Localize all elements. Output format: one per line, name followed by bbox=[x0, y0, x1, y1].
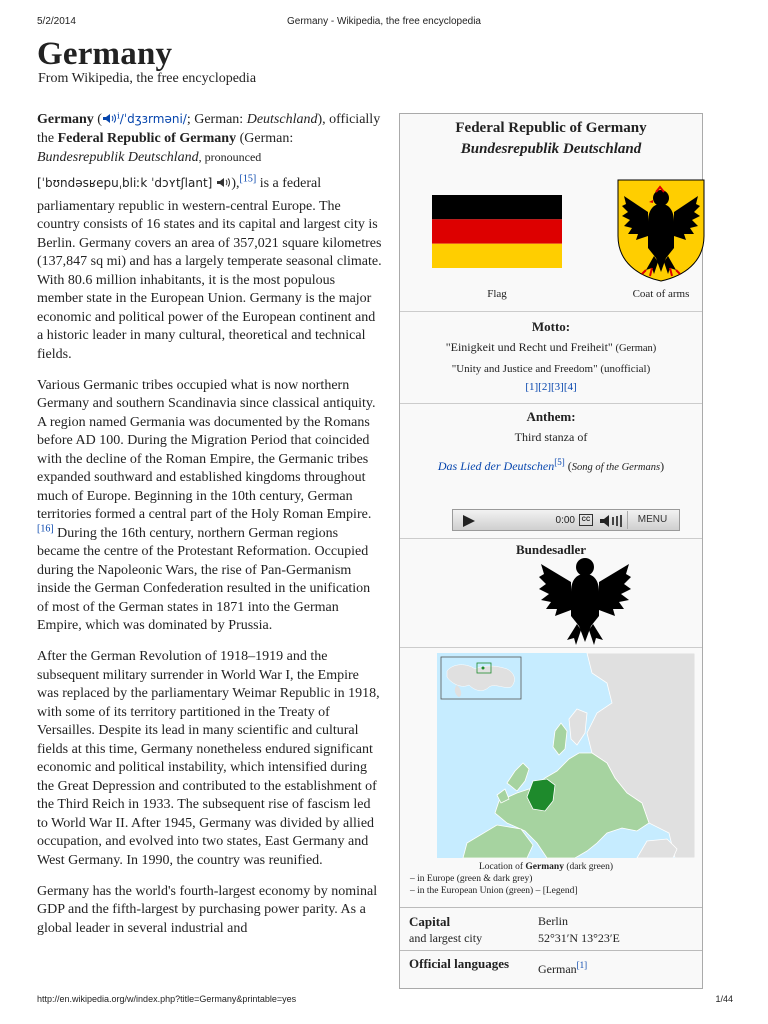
anthem-song-link[interactable]: Das Lied der Deutschen bbox=[437, 459, 555, 473]
location-caption-europe: – in Europe (green & dark grey) bbox=[410, 874, 533, 884]
print-title: Germany - Wikipedia, the free encyclopedia bbox=[287, 16, 481, 27]
location-caption-country: Germany bbox=[525, 862, 564, 872]
info-i-link[interactable]: ⁱ bbox=[116, 112, 120, 127]
flag-image[interactable] bbox=[432, 195, 562, 268]
audio-player[interactable] bbox=[452, 509, 680, 531]
bundesadler-label: Bundesadler bbox=[515, 542, 587, 557]
speaker-icon[interactable] bbox=[216, 177, 231, 188]
article-body bbox=[37, 110, 384, 951]
intro-text: ), officially the bbox=[37, 112, 381, 146]
reference-link[interactable]: [16] bbox=[37, 522, 54, 534]
capital-label: Capital bbox=[409, 914, 451, 929]
anthem-text: Third stanza of bbox=[514, 430, 588, 444]
motto-references[interactable]: [1][2][3][4] bbox=[525, 381, 577, 393]
capital-label-sub: and largest city bbox=[409, 931, 483, 945]
divider bbox=[400, 403, 702, 404]
divider bbox=[400, 311, 702, 312]
print-page-number: 1/44 bbox=[715, 994, 733, 1004]
reference-link[interactable]: [1] bbox=[576, 960, 588, 970]
pronounced-label: , pronounced bbox=[198, 150, 262, 164]
volume-icon[interactable] bbox=[599, 514, 625, 528]
closed-captions-button[interactable]: CC bbox=[579, 514, 593, 526]
infobox-title bbox=[400, 114, 702, 158]
official-languages-label: Official languages bbox=[409, 956, 510, 971]
print-url: http://en.wikipedia.org/w/index.php?title=Germany&printable=yes bbox=[37, 994, 297, 1004]
speaker-icon[interactable] bbox=[102, 113, 117, 124]
anthem-section: Anthem: Third stanza of Das Lied der Deutschen[5] (Song of the Germans) bbox=[400, 407, 702, 478]
location-caption bbox=[410, 861, 702, 897]
history-text: During the 16th century, northern German regions became the centre of the Protestant Reformation. Occupied during the Napoleonic Wars, the rise of Pan-Germanism inside the German Confederation resulted in the unification of most of the German states in 1871 into the German Empire, which was dominated by Prussia. bbox=[37, 525, 371, 633]
language-name[interactable]: German bbox=[538, 962, 577, 976]
coat-of-arms-image[interactable] bbox=[616, 178, 706, 282]
native-name: Deutschland bbox=[246, 112, 318, 127]
divider bbox=[400, 950, 702, 951]
native-official-name: Bundesrepublik Deutschland bbox=[37, 150, 199, 165]
player-menu-button[interactable]: MENU bbox=[627, 511, 677, 529]
modern-history-paragraph: After the German Revolution of 1918–1919 and the subsequent military surrender in World War I, the Empire was replaced by the parliamentary Weimar Republic in 1918, with some of its territory partitioned in the Treaty of Versailles. Despite its lead in many scientific and cultural fields at this time, Germany nonetheless endured significant economic and political instability, which intensified during the Great Depression and contributed to the establishment of the Third Reich in 1933. The subsequent rise of fascism led to World War II. After 1945, Germany was divided by allied occupation, and evolved into two states, East Germany and West Germany. In 1990, the country was reunified. bbox=[37, 649, 380, 868]
flag-caption: Flag bbox=[487, 288, 507, 300]
infobox bbox=[399, 113, 703, 989]
page-title: Germany bbox=[37, 36, 173, 72]
location-map[interactable] bbox=[437, 653, 695, 858]
motto-translation: "Unity and Justice and Freedom" (unofficial) bbox=[451, 363, 651, 375]
page-tagline: From Wikipedia, the free encyclopedia bbox=[38, 71, 257, 86]
divider bbox=[400, 647, 702, 648]
motto-language: (German) bbox=[612, 343, 657, 354]
motto-label: Motto: bbox=[531, 319, 571, 334]
intro-text: is a federal parliamentary republic in western-central Europe. The country consists of 16 states and its capital and largest city is Berlin. Germany covers an area of 357,021 square kilometres (137,847 sq mi) and has a largely temperate seasonal climate. With 80.6 million inhabitants, it is the most populous member state in the European Union. Germany is the major economic and political power of the European continent and a historic leader in many cultural, theoretical and technical fields. bbox=[37, 175, 382, 362]
intro-text: (German: bbox=[236, 130, 294, 146]
capital-coordinates[interactable]: 52°31′N 13°23′E bbox=[538, 931, 620, 945]
history-text: Various Germanic tribes occupied what is now northern Germany and southern Scandinavia since classical antiquity. A region named Germania was documented by the Romans before AD 100. During the Migration Period that coincided with the decline of the Roman Empire, the Germanic tribes expanded southward and established kingdoms throughout much of Europe. Beginning in the 10th century, German territories formed a central part of the Holy Roman Empire. bbox=[37, 377, 376, 522]
motto-text: "Einigkeit und Recht und Freiheit" bbox=[445, 340, 613, 354]
reference-link[interactable]: [15] bbox=[239, 172, 257, 184]
play-icon[interactable] bbox=[463, 515, 475, 527]
official-name: Federal Republic of Germany bbox=[57, 130, 237, 146]
intro-paragraph: Germany ( ⁱ/ˈdʒɜrməni/; German: Deutschland), officially the Federal Republic of Germany (German: Bundesrepublik Deutschland, pronounced [ˈbʊndəsʁepuˌbliːk ˈdɔʏtʃlant] ),[15] is a federal parliamentary republic in western-central Europe. The country consists of 16 states and its capital and largest city is Berlin. Germany covers an area of 357,021 square kilometres (137,847 sq mi) and has a largely temperate seasonal climate. With 80.6 million inhabitants, it is the most populous member state in the European Union. Germany is the major economic and political power of the European continent and a historic leader in many cultural, theoretical and technical fields. bbox=[37, 112, 382, 362]
location-caption-text: Location of bbox=[478, 862, 526, 872]
anthem-label: Anthem: bbox=[526, 409, 576, 424]
divider bbox=[400, 538, 702, 539]
eagle-emblem-image[interactable] bbox=[537, 554, 633, 646]
anthem-translation: Song of the Germans bbox=[571, 462, 661, 473]
ipa-link[interactable]: /ˈdʒɜrməni/ bbox=[119, 112, 187, 126]
official-languages-value bbox=[538, 960, 587, 977]
print-date: 5/2/2014 bbox=[37, 16, 76, 27]
infobox-title-english: Federal Republic of Germany bbox=[455, 120, 647, 136]
player-time: 0:00 bbox=[555, 515, 575, 526]
reference-link[interactable]: [5] bbox=[554, 457, 565, 467]
intro-text: ; German: bbox=[186, 112, 247, 127]
history-paragraph bbox=[37, 377, 384, 636]
infobox-title-native: Bundesrepublik Deutschland bbox=[460, 141, 642, 157]
location-caption-text: (dark green) bbox=[563, 862, 614, 872]
motto-section bbox=[400, 317, 702, 395]
native-ipa: [ˈbʊndəsʁepuˌbliːk ˈdɔʏtʃlant] bbox=[37, 175, 213, 190]
divider bbox=[400, 907, 702, 908]
location-caption-eu: – in the European Union (green) – [Legend] bbox=[410, 886, 578, 896]
capital-value[interactable]: Berlin bbox=[538, 914, 568, 928]
coat-of-arms-caption: Coat of arms bbox=[632, 288, 690, 300]
economy-paragraph: Germany has the world's fourth-largest economy by nominal GDP and the fifth-largest by purchasing power parity. As a global leader in several industrial and bbox=[37, 883, 378, 936]
subject-name: Germany bbox=[37, 112, 94, 127]
